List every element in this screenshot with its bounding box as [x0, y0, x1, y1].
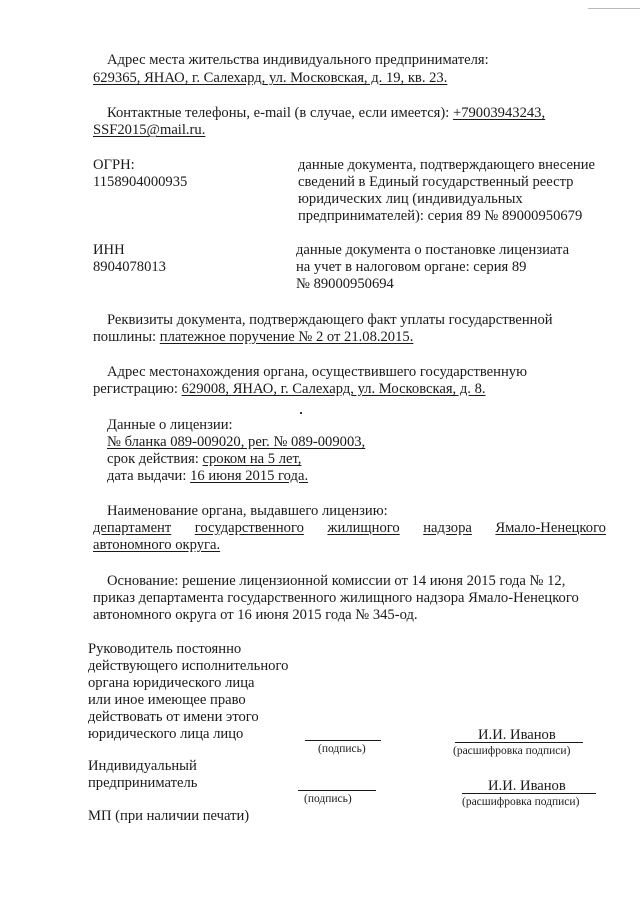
license-issue-value: 16 июня 2015 года.	[190, 468, 309, 484]
ogrn-doc-line-4: предпринимателей): серия 89 № 89000950679	[298, 208, 583, 224]
ogrn-label: ОГРН:	[93, 157, 135, 173]
scan-edge-mark	[588, 8, 640, 9]
contacts-email: SSF2015@mail.ru.	[93, 122, 206, 138]
ogrn-doc-line-2: сведений в Единый государственный реестр	[298, 174, 574, 190]
registration-value: 629008, ЯНАО, г. Салехард, ул. Московская, д. 8.	[181, 381, 486, 397]
ip-title-line: Индивидуальный	[88, 758, 197, 774]
head-signature-line	[305, 740, 381, 741]
inn-doc-line-3: № 89000950694	[296, 276, 394, 292]
inn-value: 8904078013	[93, 259, 166, 275]
fee-line-2	[93, 329, 413, 346]
issuer-word: департамент	[93, 520, 172, 536]
registration-line-2	[93, 381, 486, 398]
ip-name: И.И. Иванов	[488, 778, 566, 794]
head-name-caption: (расшифровка подписи)	[453, 745, 571, 757]
license-term-prefix: срок действия:	[107, 451, 199, 467]
ip-signature-caption: (подпись)	[304, 793, 352, 805]
head-signature-caption: (подпись)	[318, 743, 366, 755]
inn-label: ИНН	[93, 242, 125, 258]
scan-speck	[300, 412, 302, 414]
basis-line-3: автономного округа от 16 июня 2015 года № 345-од.	[93, 607, 418, 623]
ogrn-value: 1158904000935	[93, 174, 188, 190]
stamp-label: МП (при наличии печати)	[88, 808, 250, 824]
issuer-line-1	[93, 520, 606, 537]
ip-name-caption: (расшифровка подписи)	[462, 796, 580, 808]
issuer-line-2: автономного округа.	[93, 537, 221, 553]
issuer-word: надзора	[423, 520, 472, 536]
ogrn-doc-line-1: данные документа, подтверждающего внесение	[298, 157, 596, 173]
license-label: Данные о лицензии:	[107, 417, 233, 433]
license-term	[107, 451, 301, 468]
registration-line-1: Адрес местонахождения органа, осуществившего государственную	[107, 364, 527, 380]
ip-signature-line	[298, 790, 376, 791]
fee-line-1: Реквизиты документа, подтверждающего факт уплаты государственной	[107, 312, 553, 328]
contacts-phone: +79003943243,	[452, 105, 546, 121]
ip-title-line: предприниматель	[88, 775, 198, 791]
fee-value: платежное поручение № 2 от 21.08.2015.	[159, 329, 414, 345]
signatory-title-line: или иное имеющее право	[88, 692, 246, 708]
address-value: 629365, ЯНАО, г. Салехард, ул. Московская, д. 19, кв. 23.	[93, 70, 448, 86]
basis-line-1: Основание: решение лицензионной комиссии от 14 июня 2015 года № 12,	[107, 573, 566, 589]
signatory-title-line: действовать от имени этого	[88, 709, 259, 725]
license-issue-prefix: дата выдачи:	[107, 468, 187, 484]
ogrn-doc-line-3: юридических лиц (индивидуальных	[298, 191, 523, 207]
issuer-word: государственного	[194, 520, 304, 536]
issuer-word: Ямало-Ненецкого	[495, 520, 606, 536]
signatory-title-line: Руководитель постоянно	[88, 641, 242, 657]
contacts-label	[107, 105, 545, 122]
license-issue	[107, 468, 308, 485]
issuer-word: жилищного	[327, 520, 400, 536]
issuer-label: Наименование органа, выдавшего лицензию:	[107, 503, 388, 519]
signatory-title-line: органа юридического лица	[88, 675, 255, 691]
address-label: Адрес места жительства индивидуального предпринимателя:	[107, 52, 489, 68]
license-blank: № бланка 089-009020, рег. № 089-009003,	[107, 434, 366, 450]
head-name: И.И. Иванов	[478, 727, 556, 743]
signatory-title-line: действующего исполнительного	[88, 658, 289, 674]
inn-doc-line-1: данные документа о постановке лицензиата	[296, 242, 570, 258]
registration-prefix: регистрацию:	[93, 381, 178, 397]
contacts-label-text: Контактные телефоны, e-mail (в случае, если имеется):	[107, 105, 450, 121]
inn-doc-line-2: на учет в налоговом органе: серия 89	[296, 259, 527, 275]
license-term-value: сроком на 5 лет,	[202, 451, 302, 467]
ip-name-line	[462, 793, 596, 794]
basis-line-2: приказ департамента государственного жилищного надзора Ямало-Ненецкого	[93, 590, 579, 606]
signatory-title-line: юридического лица лицо	[88, 726, 244, 742]
fee-prefix: пошлины:	[93, 329, 157, 345]
head-name-line	[455, 742, 583, 743]
